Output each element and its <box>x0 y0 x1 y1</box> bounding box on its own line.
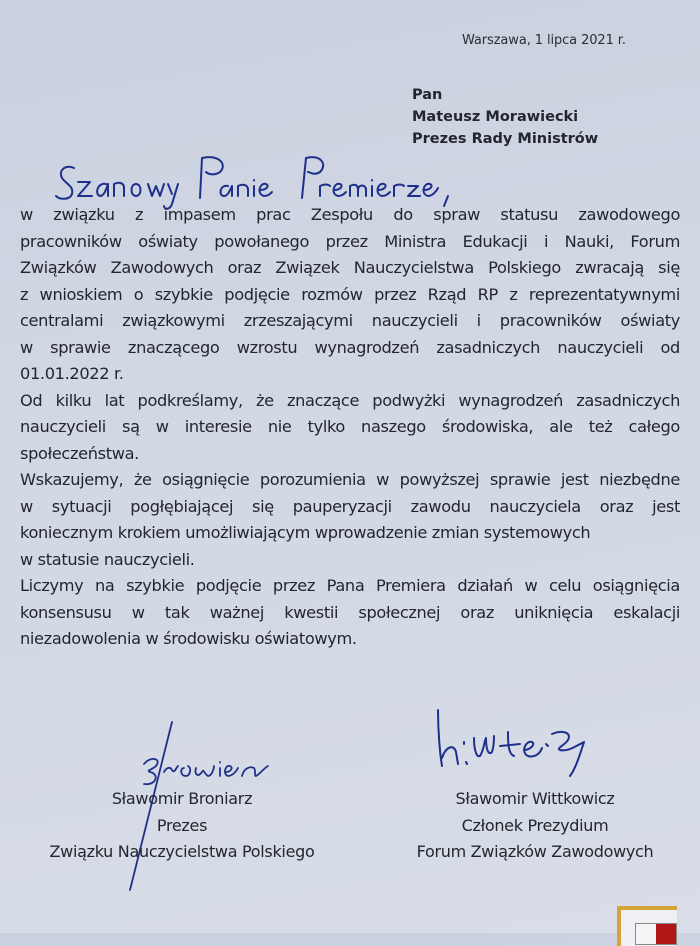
body-line: Liczymy na szybkie podjęcie przez Pana Premiera działań w celu osiągnięcia <box>20 576 680 595</box>
paragraph-3 <box>20 467 680 573</box>
body-line: w związku z impasem prac Zespołu do spraw statusu zawodowego <box>20 205 680 224</box>
addressee-name: Mateusz Morawiecki <box>412 109 579 125</box>
paragraph-2 <box>20 388 680 468</box>
letter-body <box>20 202 680 653</box>
body-line: Wskazujemy, że osiągnięcie porozumienia w powyższej sprawie jest niezbędne <box>20 470 680 489</box>
signatory-title: Prezes <box>156 815 208 835</box>
organization-logo-icon <box>617 906 677 946</box>
body-line: Związków Zawodowych oraz Związek Nauczycielstwa Polskiego zwracają się <box>20 258 680 277</box>
signatory-organization: Związku Nauczycielstwa Polskiego <box>49 842 315 861</box>
paragraph-4 <box>20 573 680 653</box>
body-line: 01.01.2022 r. <box>20 364 124 383</box>
body-line: nauczycieli są w interesie nie tylko naszego środowiska, ale też całego <box>20 417 680 436</box>
body-line: w sytuacji pogłębiającej się pauperyzacji zawodu nauczyciela oraz jest <box>20 496 680 516</box>
body-line: z wnioskiem o szybkie podjęcie rozmów przez Rząd RP z reprezentatywnymi <box>20 284 680 304</box>
body-line: koniecznym krokiem umożliwiającym wprowadzenie zmian systemowych <box>20 523 591 542</box>
body-line: w statusie nauczycieli. <box>20 549 195 569</box>
body-line: w sprawie znaczącego wzrostu wynagrodzeń zasadniczych nauczycieli od <box>20 337 680 357</box>
signatory-organization: Forum Związków Zawodowych <box>416 842 654 861</box>
signature-wittkowicz <box>428 702 618 782</box>
signatory-name: Sławomir Broniarz <box>111 789 253 808</box>
body-line: społeczeństwa. <box>20 443 139 463</box>
body-line: niezadowolenia w środowisku oświatowym. <box>20 629 357 648</box>
signatory-wittkowicz <box>380 786 690 866</box>
body-line: konsensusu w tak ważnej kwestii społecznej oraz uniknięcia eskalacji <box>20 602 680 622</box>
body-line: Od kilku lat podkreślamy, że znaczące podwyżki wynagrodzeń zasadniczych <box>20 390 680 410</box>
body-line: pracowników oświaty powołanego przez Ministra Edukacji i Nauki, Forum <box>20 231 680 251</box>
signatory-broniarz <box>22 786 342 866</box>
signatory-title: Członek Prezydium <box>461 815 609 835</box>
addressee-block <box>412 84 598 150</box>
addressee-title: Prezes Rady Ministrów <box>412 131 599 147</box>
flag-icon <box>635 923 677 945</box>
place-date: Warszawa, 1 lipca 2021 r. <box>462 33 626 48</box>
addressee-salutation: Pan <box>412 87 443 103</box>
signatory-name: Sławomir Wittkowicz <box>455 789 615 808</box>
paragraph-1 <box>20 202 680 388</box>
body-line: centralami związkowymi zrzeszającymi nauczycieli i pracowników oświaty <box>20 311 680 330</box>
